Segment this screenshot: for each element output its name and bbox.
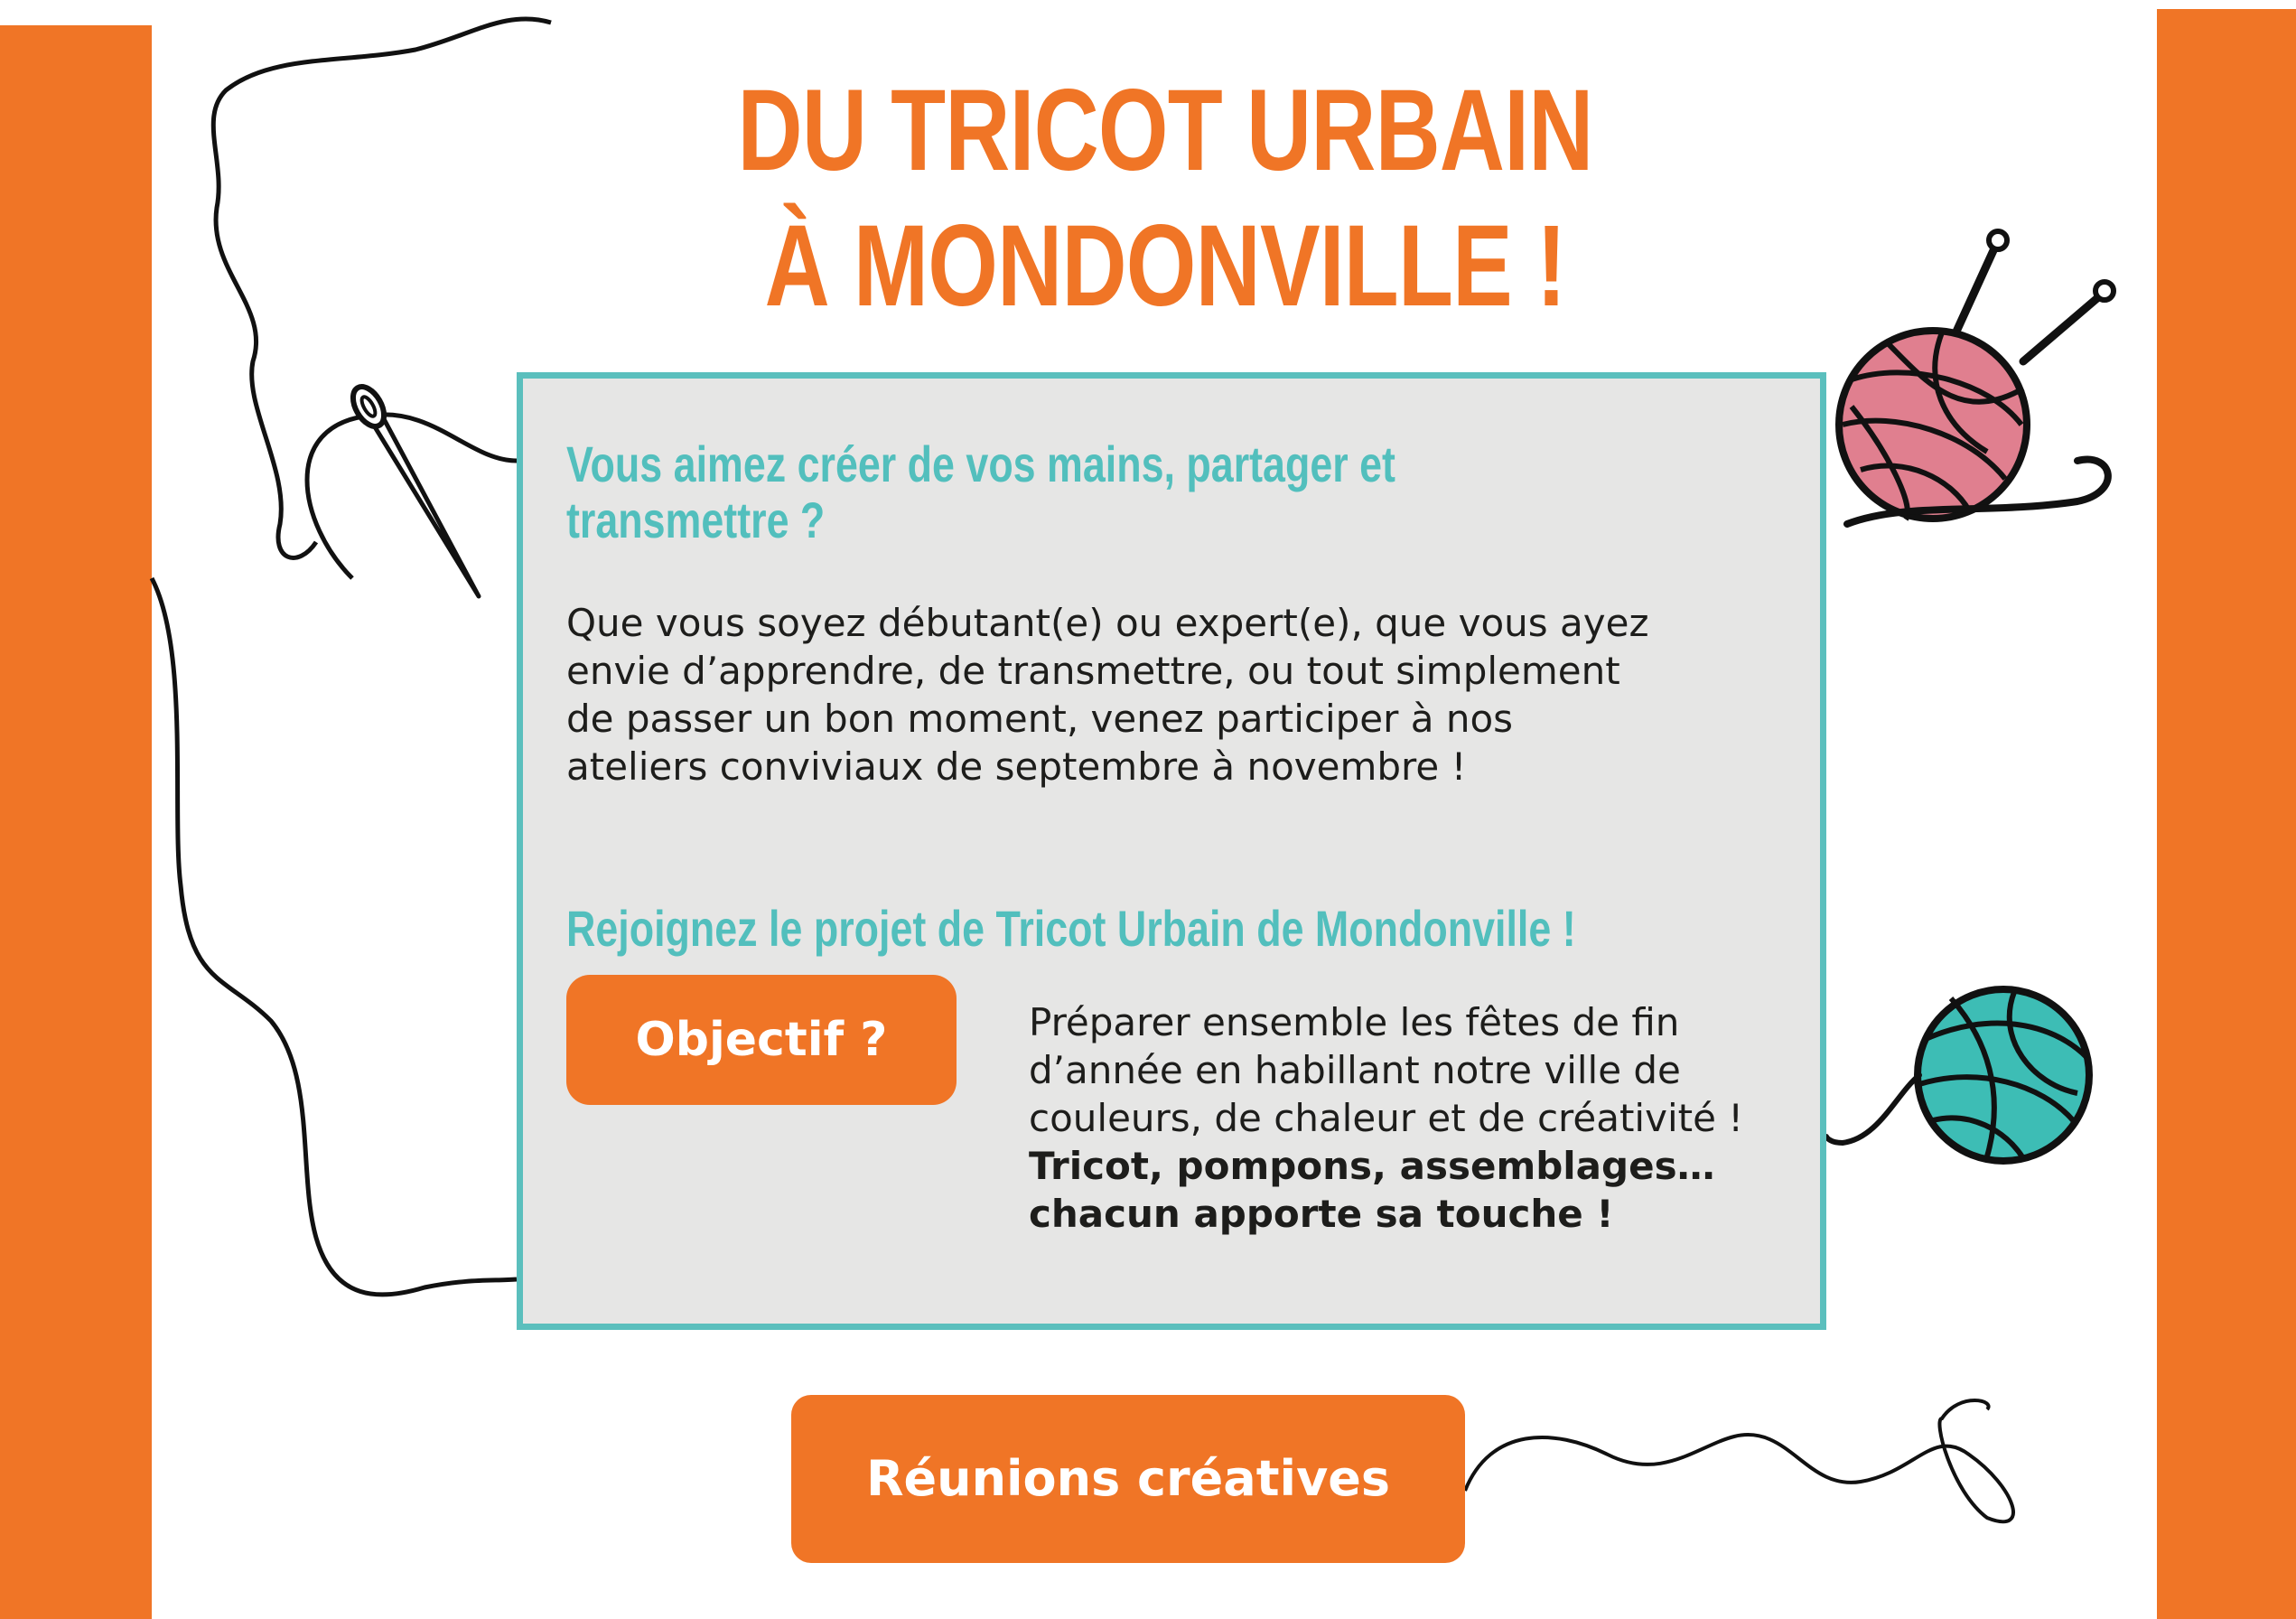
page-title bbox=[578, 63, 1752, 334]
objectif-bold-text: Tricot, pompons, assemblages… chacun apporte sa touche ! bbox=[1029, 1144, 1715, 1236]
teal-yarn-ball-icon bbox=[1826, 989, 2089, 1161]
thread-line bbox=[213, 19, 551, 558]
left-orange-band bbox=[0, 25, 152, 1619]
objectif-text: Préparer ensemble les fêtes de fin d’année en habillant notre ville de couleurs, de chaleur et de créativité ! bbox=[1029, 1000, 1744, 1140]
sewing-needle-icon bbox=[347, 381, 479, 596]
reunions-creatives-button[interactable]: Réunions créatives bbox=[791, 1395, 1465, 1563]
title-line-2: À MONDONVILLE ! bbox=[764, 201, 1566, 331]
body-paragraph: Que vous soyez débutant(e) ou expert(e), que vous ayez envie d’apprendre, de transmettre, ou tout simplement de passer un bon moment, venez participer à nos ateliers conviviaux de septembre à novembre ! bbox=[566, 601, 1649, 789]
objectif-description bbox=[1029, 998, 1806, 1238]
thread-squiggle bbox=[1465, 1400, 2013, 1521]
thread-line-2 bbox=[307, 415, 517, 578]
knitting-needles-icon bbox=[1951, 231, 2114, 361]
title-line-1: DU TRICOT URBAIN bbox=[737, 66, 1593, 195]
right-orange-band bbox=[2157, 9, 2296, 1619]
pink-yarn-ball-icon bbox=[1839, 331, 2108, 524]
thread-line-3 bbox=[152, 578, 517, 1295]
info-card bbox=[517, 372, 1826, 1330]
lead-question: Vous aimez créer de vos mains, partager et transmettre ? bbox=[566, 435, 1395, 548]
join-heading: Rejoignez le projet de Tricot Urbain de Mondonville ! bbox=[566, 900, 1576, 957]
objectif-button[interactable]: Objectif ? bbox=[566, 975, 957, 1105]
